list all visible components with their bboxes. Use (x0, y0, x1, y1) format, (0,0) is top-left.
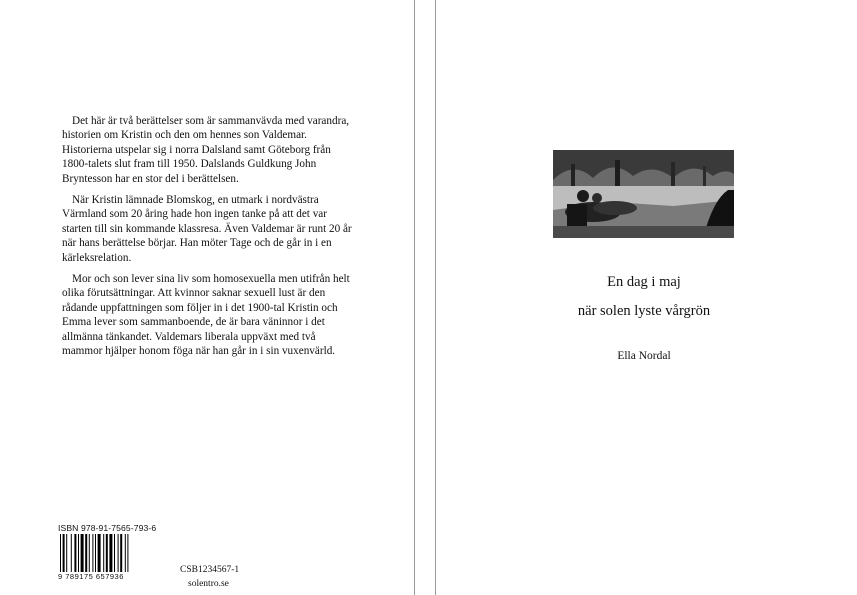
isbn-label: ISBN 978-91-7565-793-6 (58, 523, 157, 533)
blurb-paragraph: Det här är två berättelser som är sammanvävda med varandra, historien om Kristin och den om hennes son Valdemar. Historierna utspelar sig i norra Dalsland samt Göteborg från 1800-talets slut fram till 1950. Dalslands Guldkung John Bryntesson har en stor del i berättelsen. (62, 115, 350, 185)
book-title-line-2: när solen lyste vårgrön (577, 303, 711, 319)
spine-line-left (414, 0, 415, 595)
cover-photo-image (553, 150, 734, 238)
publisher-website: solentro.se (188, 579, 229, 589)
cover-photo (553, 150, 734, 238)
author-name: Ella Nordal (617, 350, 671, 362)
blurb-paragraph: Mor och son lever sina liv som homosexuella men utifrån helt olika förutsättningar. Att kvinnor saknar sexuell lust är den rådande uppfattningen som följer in i det 1900-tal Kristin och Emma lever som sammanboende, de är bara väninnor i det allmänna tänkandet. Valdemars liberala uppväxt med två mammor hjälper honom föga när han går in i sin vuxenvärld. (62, 273, 350, 358)
spine-line-right (435, 0, 436, 595)
back-cover-blurb (62, 114, 358, 366)
blurb-paragraph: När Kristin lämnade Blomskog, en utmark i nordvästra Värmland som 20 åring hade hon ingen tanke på att det var starten till sin kommande klassresa. Även Valdemar är runt 20 år när hans berättelse börjar. Han möter Tage och de går in i en kärleksrelation. (62, 194, 352, 264)
book-title-line-1: En dag i maj (607, 274, 681, 290)
product-code: CSB1234567-1 (180, 565, 240, 575)
isbn-barcode (58, 534, 158, 582)
barcode-digits: 9 789175 657936 (58, 572, 158, 581)
